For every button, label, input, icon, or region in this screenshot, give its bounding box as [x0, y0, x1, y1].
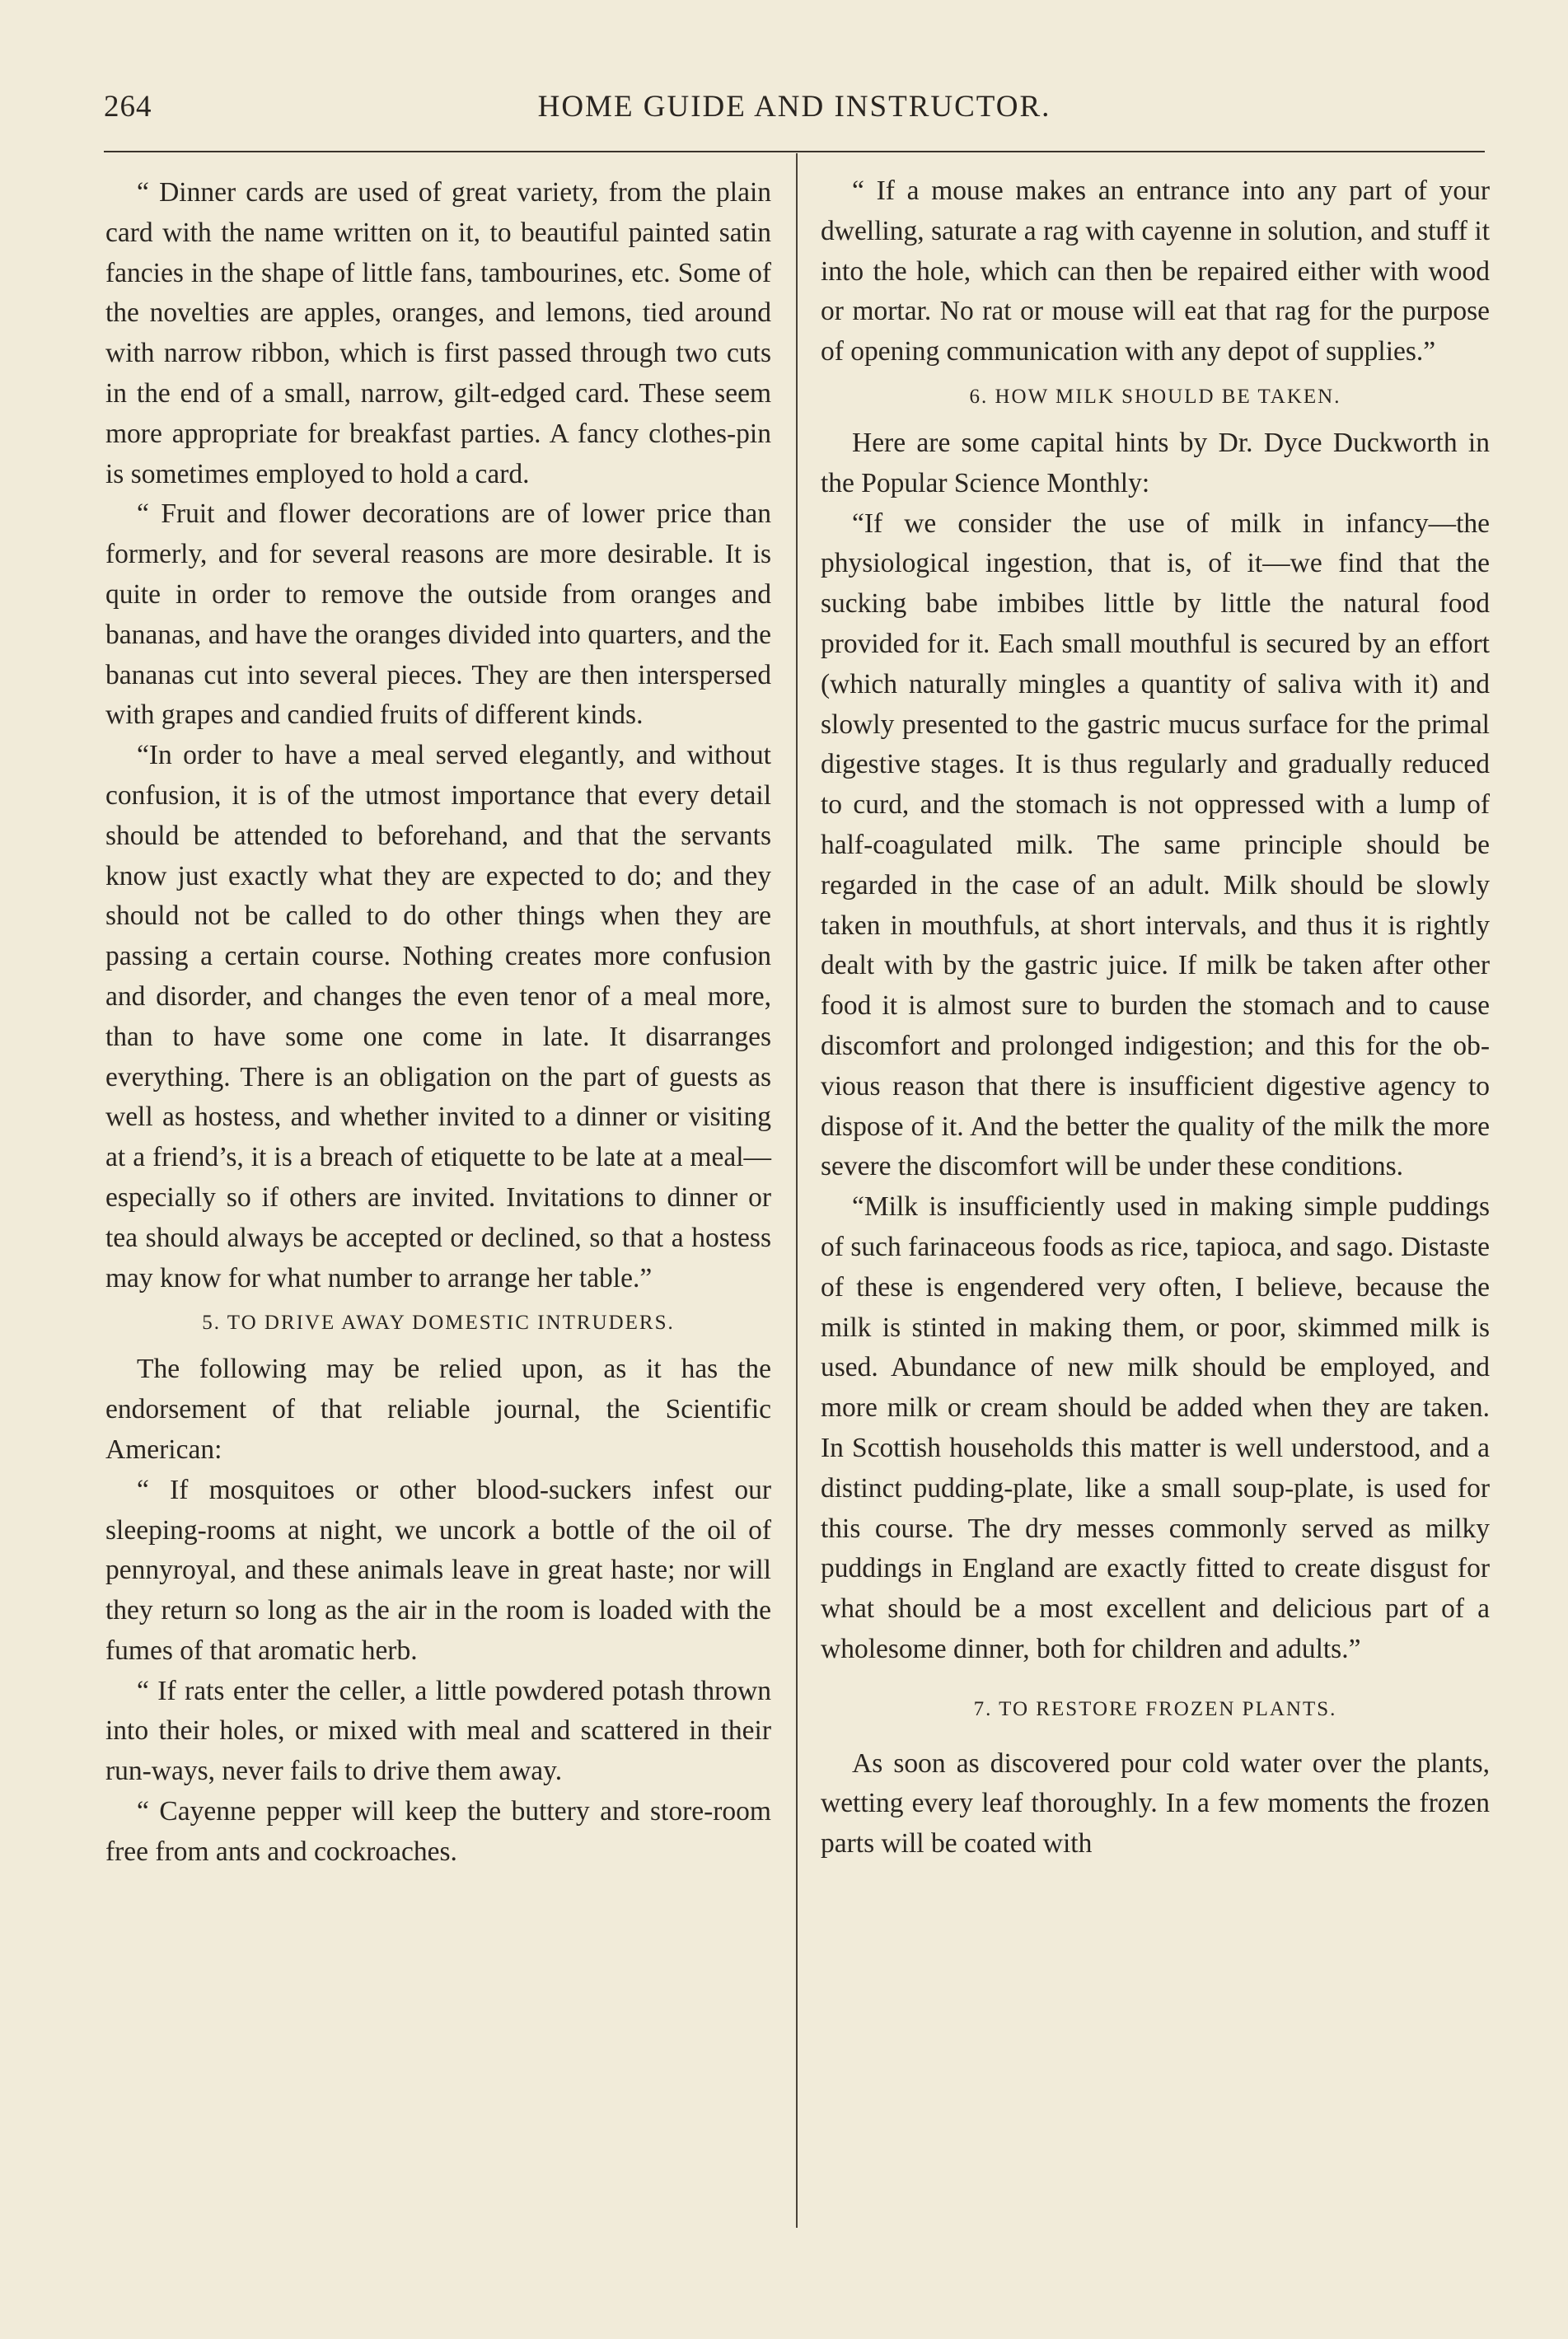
paragraph-rats: “ If rats enter the celler, a little powdered potash thrown into their holes, or mixed with meal and scattered in their run-ways, never fails to drive them away. [105, 1675, 771, 1787]
page-number: 264 [104, 90, 152, 124]
paragraph-frozen-plants: As soon as discovered pour cold water over the plants, wetting every leaf thoroughly. In a few moments the frozen parts will be coated with [821, 1747, 1490, 1860]
paragraph-cayenne: “ Cayenne pepper will keep the buttery and store-room free from ants and cockroaches. [105, 1796, 771, 1867]
right-column [821, 171, 1490, 1864]
paragraph-milk-puddings: “Milk is insufficiently used in making simple puddings of such farinaceous foods as rice, tapioca, and sago. Distaste of these is engendered very often, I believe, because the milk is stinted in making them, or poor, skimmed milk is used. Abundance of new milk should be employed, and more milk or cream should be added when they are taken. In Scottish households this matter is well understood, and a distinct pudding-plate, like a small soup-plate, is used for this course. The dry messes commonly served as milky puddings in England are exactly fitted to create disgust for what should be a most excellent and delicious part of a wholesome dinner, both for children and adults.” [821, 1191, 1490, 1664]
paragraph-dinner-cards: “ Dinner cards are used of great variety, from the plain card with the name written on it, to beautiful painted satin fancies in the shape of little fans, tambourines, etc. Some of the novelties are apples, oranges, and lemons, tied around with narrow ribbon, which is first passed through two cuts in the end of a small, narrow, gilt-edged card. These seem more appropriate for breakfast parties. A fancy clothes-pin is sometimes employed to hold a card. [105, 177, 771, 489]
column-divider [796, 153, 798, 2228]
paragraph-mouse: “ If a mouse makes an entrance into any part of your dwelling, saturate a rag with cayenne in solution, and stuff it into the hole, which can then be repaired either with wood or mortar. No rat or mouse will eat that rag for the purpose of opening communication with any depot of supplies.” [821, 175, 1490, 367]
section-heading-5: 5. TO DRIVE AWAY DOMESTIC INTRUDERS. [202, 1312, 675, 1335]
header-rule [104, 151, 1485, 152]
section-heading-7: 7. TO RESTORE FROZEN PLANTS. [973, 1697, 1337, 1720]
left-column [105, 173, 771, 1873]
paragraph-milk-intro: Here are some capital hints by Dr. Dyce Duckworth in the Popular Science Monthly: [821, 427, 1490, 498]
paragraph-intruders-intro: The following may be relied upon, as it has the endorsement of that reliable journal, the Scientific American: [105, 1354, 771, 1465]
section-heading-6: 6. HOW MILK SHOULD BE TAKEN. [969, 385, 1341, 408]
paragraph-mosquitoes: “ If mosquitoes or other blood-suckers infest our sleeping-rooms at night, we uncork a bottle of the oil of pennyroyal, and these animals leave in great haste; nor will they return so long as the air in the room is loaded with the fumes of that aromatic herb. [105, 1474, 771, 1666]
paragraph-milk-infancy: “If we consider the use of milk in infancy—the physiological ingestion, that is, of it—we find that the sucking babe imbibes little by little the natural food provided for it. Each small mouthful is secured by an effort (which naturally mingles a quantity of saliva with it) and slowly presented to the gastric mucus surface for the primal digestive stages. It is thus regularly and gradually reduced to curd, and the stomach is not oppressed with a lump of half-coagulated milk. The same principle should be regarded in the case of an adult. Milk should be slowly taken in mouthfuls, at short intervals, and thus it is rightly dealt with by the gastric juice. If milk be taken after other food it is almost sure to burden the stomach and to cause discomfort and prolonged indigestion; and this for the obvious reason that there is insufficient digestive agency to dispose of it. And the better the quality of the milk the more severe the discomfort will be under these conditions. [821, 508, 1490, 1182]
paragraph-fruit-decorations: “ Fruit and flower decorations are of lower price than formerly, and for several reasons are more desirable. It is quite in order to remove the outside from oranges and bananas, and have the oranges divided into quarters, and the bananas cut into several pieces. They are then interspersed with grapes and candied fruits of different kinds. [105, 498, 771, 731]
page-header [104, 89, 1485, 138]
paragraph-meal-service: “In order to have a meal served elegantly, and without confusion, it is of the utmost importance that every detail should be attended to beforehand, and that the servants know just exactly what they are expected to do; and they should not be called to do other things when they are passing a certain course. Nothing creates more confusion and disorder, and changes the even tenor of a meal more, than to have some one come in late. It disarranges everything. There is an obligation on the part of guests as well as hostess, and whether invited to a dinner or visiting at a friend’s, it is a breach of etiquette to be late at a meal—especially so if others are invited. Invitations to dinner or tea should always be accepted or declined, so that a hostess may know for what number to arrange her table.” [105, 740, 771, 1293]
running-title: HOME GUIDE AND INSTRUCTOR. [537, 90, 1051, 124]
